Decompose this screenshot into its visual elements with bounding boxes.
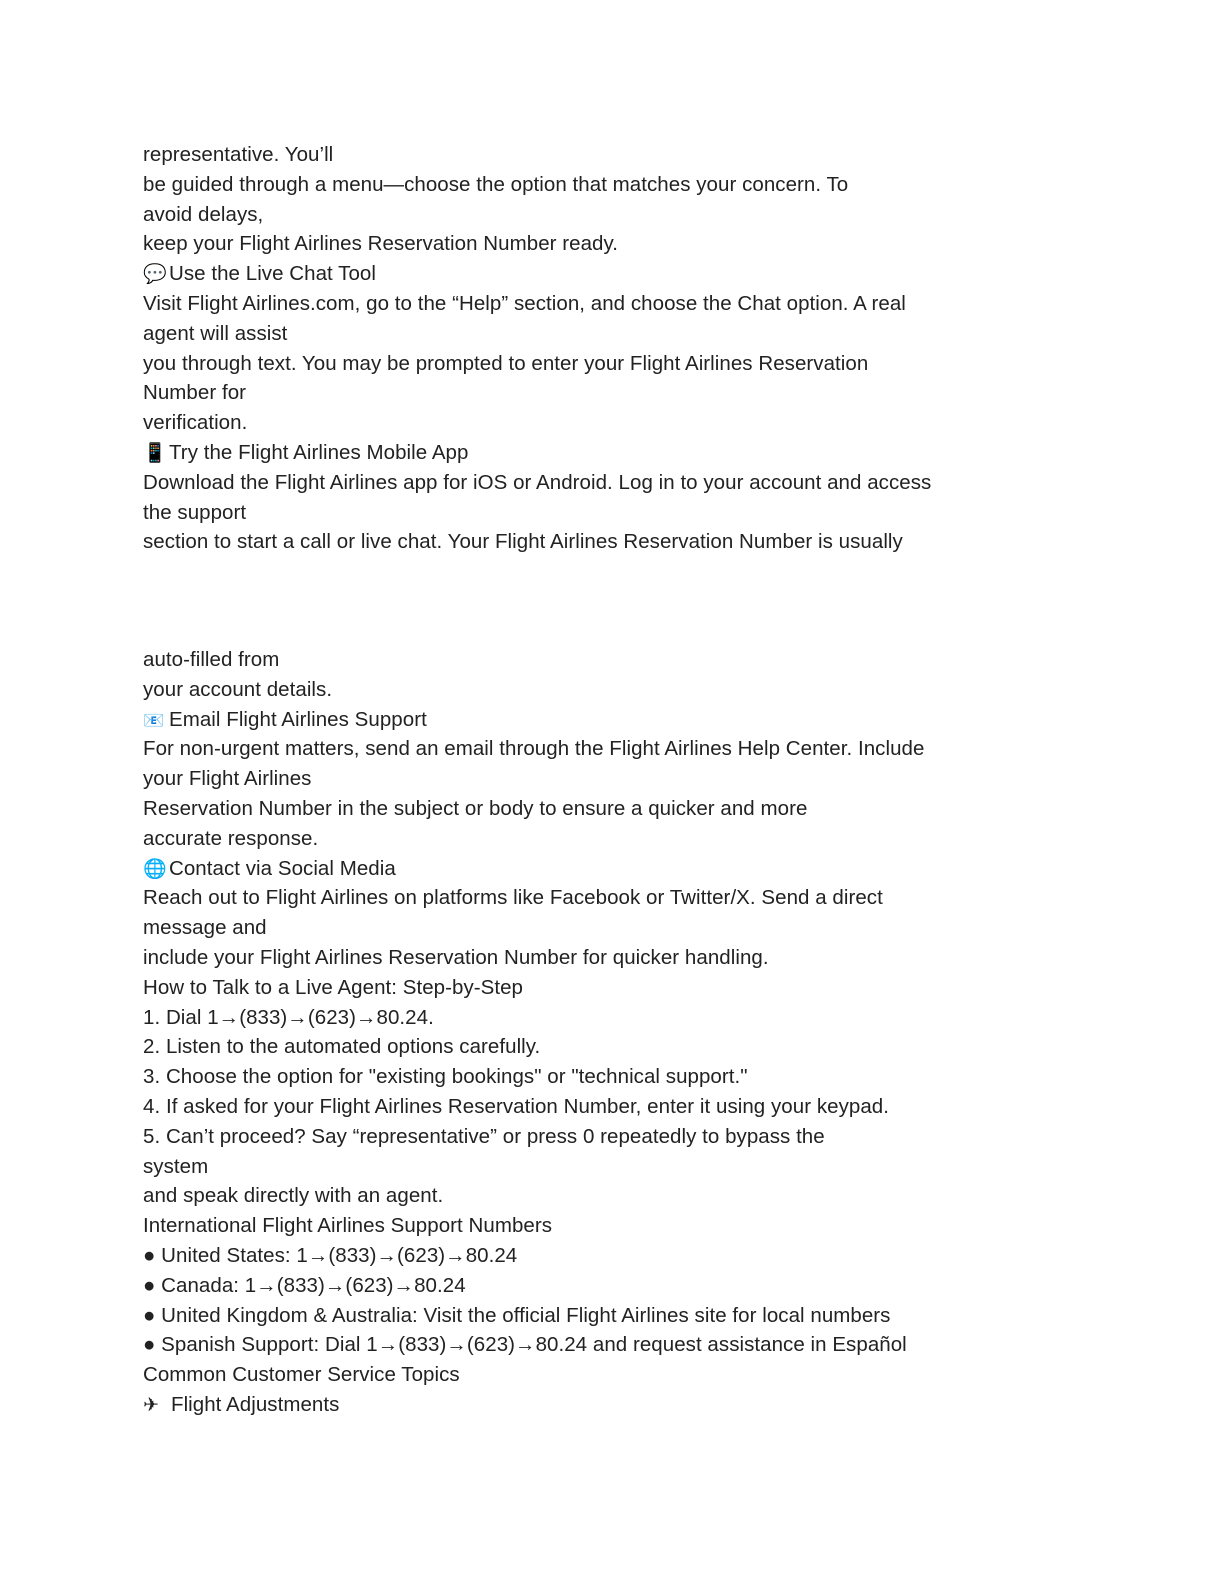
heading-email-support: [143, 705, 1003, 735]
text-line: For non-urgent matters, send an email through the Flight Airlines Help Center. Include: [143, 737, 925, 761]
bullet-item: ● United States: 1→(833)→(623)→80.24: [143, 1243, 518, 1267]
step-item: 1. Dial 1→(833)→(623)→80.24.: [143, 1005, 434, 1029]
mobile-phone-icon: 📱: [143, 441, 167, 464]
text-line: your Flight Airlines: [143, 767, 312, 791]
text-line: accurate response.: [143, 826, 319, 850]
text-line: you through text. You may be prompted to enter your Flight Airlines Reservation: [143, 351, 869, 375]
step-item: 4. If asked for your Flight Airlines Reservation Number, enter it using your keypad.: [143, 1094, 889, 1118]
text-line: Download the Flight Airlines app for iOS or Android. Log in to your account and access: [143, 470, 932, 494]
text-line: section to start a call or live chat. Your Flight Airlines Reservation Number is usually: [143, 530, 903, 554]
heading-social-media: [143, 854, 1003, 884]
step-item: 5. Can’t proceed? Say “representative” or press 0 repeatedly to bypass the: [143, 1124, 825, 1148]
step-item: 3. Choose the option for "existing bookings" or "technical support.": [143, 1065, 748, 1089]
heading-text: Contact via Social Media: [169, 856, 396, 880]
text-line: system: [143, 1154, 209, 1178]
text-block-top: [143, 140, 1003, 557]
text-line: verification.: [143, 411, 248, 435]
bullet-item: ● Canada: 1→(833)→(623)→80.24: [143, 1273, 466, 1297]
step-item: 2. Listen to the automated options carefully.: [143, 1035, 541, 1059]
text-line: be guided through a menu—choose the option that matches your concern. To: [143, 172, 849, 196]
text-line: Reach out to Flight Airlines on platforms like Facebook or Twitter/X. Send a direct: [143, 886, 883, 910]
heading-text: Flight Adjustments: [171, 1392, 340, 1416]
globe-icon: 🌐: [143, 857, 167, 880]
text-line: avoid delays,: [143, 202, 264, 226]
text-line: agent will assist: [143, 321, 288, 345]
section-heading: Common Customer Service Topics: [143, 1363, 460, 1387]
text-line: representative. You’ll: [143, 143, 334, 166]
text-line: include your Flight Airlines Reservation Number for quicker handling.: [143, 945, 769, 969]
text-line: your account details.: [143, 677, 333, 701]
text-line: Number for: [143, 381, 247, 405]
text-line: message and: [143, 916, 267, 940]
bullet-item: ● Spanish Support: Dial 1→(833)→(623)→80.24 and request assistance in Español: [143, 1333, 907, 1357]
bullet-item: ● United Kingdom & Australia: Visit the official Flight Airlines site for local numbers: [143, 1303, 891, 1327]
text-line: Visit Flight Airlines.com, go to the “Help” section, and choose the Chat option. A real: [143, 291, 906, 315]
heading-mobile-app: [143, 438, 1003, 468]
heading-live-chat: [143, 259, 1003, 289]
heading-text: Try the Flight Airlines Mobile App: [169, 440, 469, 464]
airplane-icon: ✈: [143, 1393, 159, 1416]
text-line: auto-filled from: [143, 648, 280, 671]
email-icon: 📧: [143, 710, 165, 731]
text-line: and speak directly with an agent.: [143, 1184, 444, 1208]
section-heading: How to Talk to a Live Agent: Step-by-Step: [143, 975, 523, 999]
text-line: keep your Flight Airlines Reservation Number ready.: [143, 232, 619, 256]
heading-text: Email Flight Airlines Support: [169, 707, 427, 731]
heading-flight-adjustments: [143, 1390, 1003, 1420]
text-line: Reservation Number in the subject or body to ensure a quicker and more: [143, 796, 808, 820]
text-line: the support: [143, 500, 247, 524]
heading-text: Use the Live Chat Tool: [169, 262, 376, 286]
text-block-bottom: [143, 645, 1003, 1420]
section-heading: International Flight Airlines Support Numbers: [143, 1214, 553, 1238]
speech-bubble-icon: 💬: [143, 263, 167, 286]
